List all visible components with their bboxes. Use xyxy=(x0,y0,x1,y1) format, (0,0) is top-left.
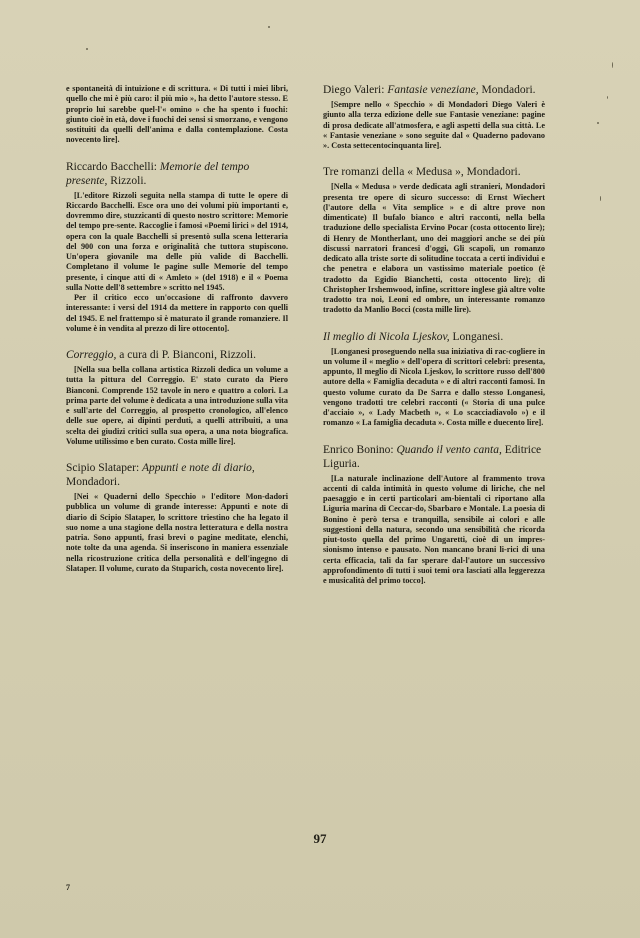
review-title: Fantasie veneziane, xyxy=(387,84,479,96)
paper-speck xyxy=(86,48,88,50)
intro-paragraph: e spontaneità di intuizione e di scrittura. « Di tutti i miei libri, quello che mi è più caro: il più mio », ha detto l'autore stesso. E proprio lui sarebbe quel-l'« omino » che ha spento i fuochi: giunto cioè in età, dove i fuochi dei sensi si smorzano, e vengono sostituiti da quelli dell'anima e dalla contemplazione. Costa novecento lire]. xyxy=(66,84,288,145)
review-publisher: Mondadori. xyxy=(66,476,120,488)
paper-speck xyxy=(597,122,599,124)
review-heading xyxy=(323,165,545,179)
review-author: Enrico Bonino: xyxy=(323,443,394,456)
review-author: Diego Valeri: xyxy=(323,84,385,96)
review-heading xyxy=(66,348,288,362)
review-paragraph: [Nei « Quaderni dello Specchio » l'editore Mon-dadori pubblica un volume di grande interesse: Appunti e note di diario di Scipio Slataper, lo scrittore triestino che ha legato il suo nome a una stagione della nostra letteratura e della nostra patria. Sono appunti, frasi brevi o pagine meditate, elenchi, note tolte da una agenda. Si inseriscono in maniera essenziale nella ricostruzione critica della personalità e dell'ingegno di Slataper. Il volume, curato da Stuparich, costa novecento lire]. xyxy=(66,492,288,573)
review-heading xyxy=(323,330,545,344)
review-author: Tre romanzi della « Medusa », xyxy=(323,166,464,179)
review-publisher: a cura di P. Bianconi, Rizzoli. xyxy=(119,349,256,361)
review-title: Memorie del tempo presente, xyxy=(66,160,250,187)
review-paragraph: [Longanesi proseguendo nella sua iniziativa di rac-cogliere in un volume il « meglio » dell'opera di scrittori celebri: presenta, appunto, Il meglio di Nicola Ljeskov, lo scrittore russo dell'800 autore della « Famiglia decaduta » e di altri racconti famosi. In questo volume curato da De Sarra e dallo stesso Longanesi, vengono tradotti tre celebri racconti (« Storia di una pulce d'acciaio », « Lady Macbeth », « Lo scacciadiavolo ») e il romanzo « La famiglia decaduta ». Costa mille e duecento lire]. xyxy=(323,346,545,428)
review-heading xyxy=(323,443,545,471)
review-paragraph: [La naturale inclinazione dell'Autore al frammento trova accenti di calda intimità in questo volume di liriche, che nel paesaggio e in certi particolari am-bientali ci riportano alla Liguria marina di Ceccar-do, Sbarbaro e Montale. La poesia di Bonino è però tersa e tranquilla, sensibile ai colori e alle suggestioni della natura, secondo una sensibilità che ricorda piut-tosto quella del primo Ungaretti, cioè di un impres-sionismo intenso e pausato. Non mancano brani li-rici di una certa efficacia, tali da far sperare dal-l'autore un successivo approfondimento di tutti i suoi temi ora lasciati alla leggerezza e musicalità del primo tocco]. xyxy=(323,473,545,585)
review-publisher: Mondadori. xyxy=(481,84,536,96)
review-heading xyxy=(66,461,288,489)
signature-mark: 7 xyxy=(66,883,70,892)
paper-speck xyxy=(612,62,613,68)
review-paragraph: [Sempre nello « Specchio » di Mondadori Diego Valeri è giunto alla terza edizione delle sue Fantasie veneziane: pagine di prosa dedicate all'atmosfera, e agli aspetti della sua città. Le « Fantasie veneziane » sono seguite dal « Quaderno padovano ». Costa settecentocinquanta lire]. xyxy=(323,100,545,150)
review-title: Quando il vento canta, xyxy=(396,443,502,456)
review-paragraph: Per il critico ecco un'occasione di raffronto davvero interessante: i versi del 1914 da mettere in rapporto con quelli del 1945. E nel frattempo si è maturato il grande romanziere. Il volume è in vendita al prezzo di lire ottocento]. xyxy=(66,293,288,333)
review-publisher: Longanesi. xyxy=(452,330,504,343)
left-column xyxy=(66,84,288,588)
review-publisher: Rizzoli. xyxy=(110,174,147,187)
review-slataper xyxy=(66,461,288,574)
review-publisher: Editrice Liguria. xyxy=(323,443,542,470)
right-column xyxy=(323,83,545,600)
paper-speck xyxy=(607,96,608,99)
review-title: Il meglio di Nicola Ljeskov, xyxy=(323,330,450,343)
page-number: 97 xyxy=(313,831,327,846)
review-ljeskov xyxy=(323,330,545,429)
review-bacchelli xyxy=(66,160,288,335)
review-author: Scipio Slataper: xyxy=(66,462,140,474)
review-valeri xyxy=(323,83,545,151)
review-author: Riccardo Bacchelli: xyxy=(66,160,158,173)
review-title: Appunti e note di diario, xyxy=(142,462,255,474)
review-paragraph: [Nella « Medusa » verde dedicata agli stranieri, Mondadori presenta tre opere di sicuro successo: di Ernst Wiechert (l'autore della « Vita semplice » e di altre prove non dimenticate) Il bufalo bianco e altri racconti, nella bella traduzione dello specialista Ervino Pocar (costa ottocento lire); di Henry de Montherlant, uno dei maggiori anche se dei più discussi narratori francesi d'oggi, Gli scapoli, un romanzo dedicato alla triste sorte di solitudine toccata a certi individui e che penetra e elabora un vastissimo materiale poetico (è tradotto da Egidio Bianchetti, costa ottocento lire); di Christopher Irshemwood, infine, scrittore inglese già altre volte tradotto tra noi, Leoni ed ombre, un interessante romanzo tradotto da Manlio Bocci (costa mille lire). xyxy=(323,182,545,315)
review-paragraph: [L'editore Rizzoli seguita nella stampa di tutte le opere di Riccardo Bacchelli. Esce ora uno dei volumi più importanti e, dovremmo dire, stuzzicanti di questo nostro scrittore: Memorie del tempo pre-sente. Raccoglie i famosi «Poemi lirici » del 1914, opera con la quale Bacchelli si presentò sulla scena letteraria del 900 con una forza e originalità che tuttora stupiscono. Un'opera giovanile ma delle più valide di Bacchelli. Completano il volume le pagine sulle Memorie del tempo presente, i cinque atti di « Amleto » (del 1918) e il « Poema sulla Notte dell'8 settembre » scritto nel 1945. xyxy=(66,190,288,292)
review-title: Correggio, xyxy=(66,349,117,361)
review-bonino xyxy=(323,443,545,587)
review-heading xyxy=(66,160,288,188)
review-paragraph: [Nella sua bella collana artistica Rizzoli dedica un volume a tutta la pittura del Correggio. E' stato curato da Piero Bianconi. Comprende 152 tavole in nero e quattro a colori. La prima parte del volume è dedicata a una introduzione sulla vita e sull'arte del Correggio, al prospetto cronologico, all'elenco delle sue opere, ai dipinti perduti, a quelli attribuiti, a una scelta dei giudizi critici sulla sua opera, a una nota biografica. Volume utilissimo e ben curato. Costa mille lire]. xyxy=(66,365,288,446)
paper-speck xyxy=(268,26,270,28)
paper-speck xyxy=(600,196,601,201)
review-heading xyxy=(323,83,545,97)
review-correggio xyxy=(66,348,288,447)
review-publisher: Mondadori. xyxy=(466,166,521,179)
review-medusa xyxy=(323,165,545,315)
